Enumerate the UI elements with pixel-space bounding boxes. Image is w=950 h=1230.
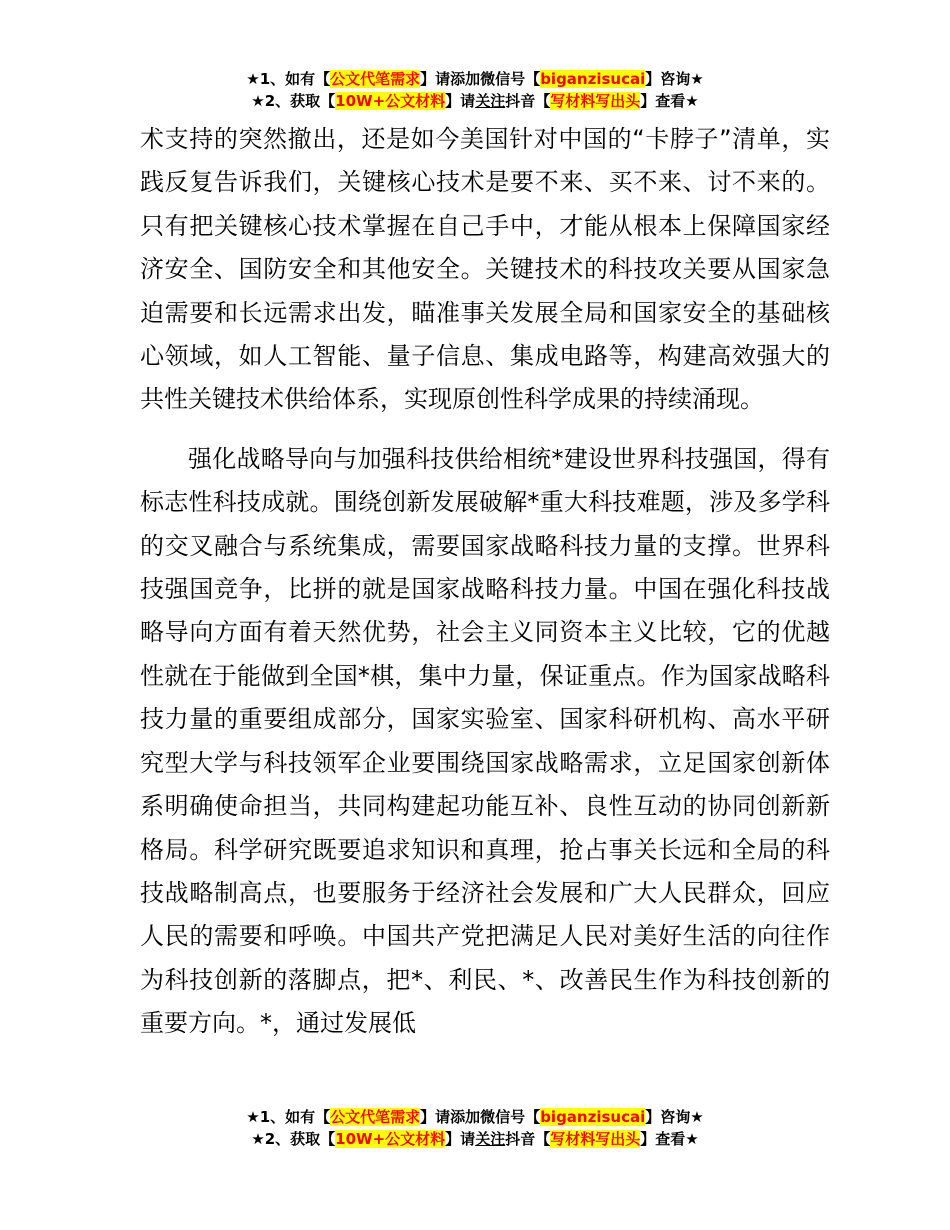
highlight-service: 公文代笔需求 [330,1108,421,1126]
banner-text: 抖音【 [505,92,551,110]
star-icon: ★ [246,70,260,88]
banner-text: 】查看 [640,1130,686,1148]
highlight-wechat-id: biganzisucai [540,1108,646,1126]
highlight-wechat-id: biganzisucai [540,70,646,88]
highlight-service: 公文代笔需求 [330,70,421,88]
banner-text: 1、如有【 [259,70,331,88]
underlined-follow: 关注 [475,1130,506,1148]
banner-text: 】请添加微信号【 [420,70,541,88]
highlight-materials: 10W+公文材料 [335,92,446,110]
header-banner [0,68,950,112]
star-icon: ★ [690,70,704,88]
footer-banner [0,1106,950,1150]
star-icon: ★ [251,92,265,110]
banner-text: 】请 [445,1130,476,1148]
document-body [140,118,830,1046]
highlight-materials: 10W+公文材料 [335,1130,446,1148]
highlight-douyin-account: 写材料写出头 [550,92,641,110]
banner-line-1 [0,1106,950,1128]
banner-line-1 [0,68,950,90]
paragraph-1: 术支持的突然撤出，还是如今美国针对中国的“卡脖子”清单，实践反复告诉我们，关键核心技术是要不来、买不来、讨不来的。只有把关键核心技术掌握在自己手中，才能从根本上保障国家经济安全、国防安全和其他安全。关键技术的科技攻关要从国家急迫需要和长远需求出发，瞄准事关发展全局和国家安全的基础核心领域，如人工智能、量子信息、集成电路等，构建高效强大的共性关键技术供给体系，实现原创性科学成果的持续涌现。 [140,125,830,414]
banner-text: 】查看 [640,92,686,110]
star-icon: ★ [251,1130,265,1148]
star-icon: ★ [685,1130,699,1148]
banner-text: 2、获取【 [264,1130,336,1148]
highlight-douyin-account: 写材料写出头 [550,1130,641,1148]
banner-text: 1、如有【 [259,1108,331,1126]
banner-text: 】咨询 [645,1108,691,1126]
banner-line-2 [0,90,950,112]
paragraph-2: 强化战略导向与加强科技供给相统*建设世界科技强国，得有标志性科技成就。围绕创新发展破解*重大科技难题，涉及多学科的交叉融合与系统集成，需要国家战略科技力量的支撑。世界科技强国竞争，比拼的就是国家战略科技力量。中国在强化科技战略导向方面有着天然优势，社会主义同资本主义比较，它的优越性就在于能做到全国*棋，集中力量，保证重点。作为国家战略科技力量的重要组成部分，国家实验室、国家科研机构、高水平研究型大学与科技领军企业要围绕国家战略需求，立足国家创新体系明确使命担当，共同构建起功能互补、良性互动的协同创新新格局。科学研究既要追求知识和真理，抢占事关长远和全局的科技战略制高点，也要服务于经济社会发展和广大人民群众，回应人民的需要和呼唤。中国共产党把满足人民对美好生活的向往作为科技创新的落脚点，把*、利民、*、改善民生作为科技创新的重要方向。*，通过发展低 [140,444,830,1038]
banner-text: 抖音【 [505,1130,551,1148]
banner-text: 】咨询 [645,70,691,88]
underlined-follow: 关注 [475,92,506,110]
banner-line-2 [0,1128,950,1150]
banner-text: 】请 [445,92,476,110]
star-icon: ★ [690,1108,704,1126]
banner-text: 】请添加微信号【 [420,1108,541,1126]
star-icon: ★ [685,92,699,110]
star-icon: ★ [246,1108,260,1126]
banner-text: 2、获取【 [264,92,336,110]
